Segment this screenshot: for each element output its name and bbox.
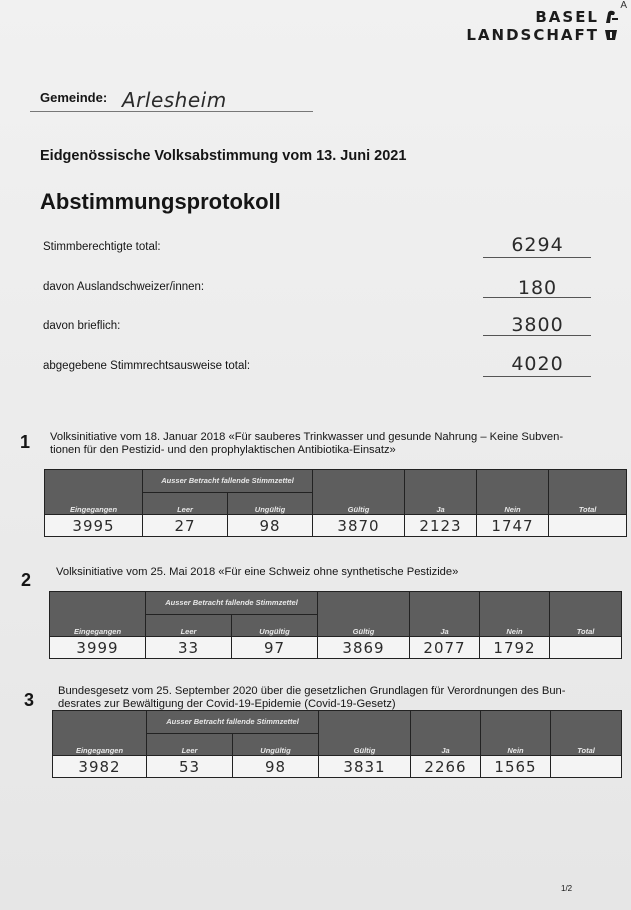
- cell-gueltig[interactable]: 3870: [313, 515, 405, 537]
- vote-heading: Eidgenössische Volksabstimmung vom 13. Juni 2021: [40, 148, 407, 164]
- cell-nein[interactable]: 1565: [481, 756, 551, 778]
- stat-label-brieflich: davon brieflich:: [43, 320, 121, 332]
- cell-leer[interactable]: 27: [143, 515, 228, 537]
- header-gueltig: Gültig: [318, 592, 410, 637]
- stat-underline: [483, 335, 591, 336]
- stat-value-auslandschweizer[interactable]: 180: [517, 277, 558, 299]
- cell-eingegangen[interactable]: 3982: [53, 756, 147, 778]
- gemeinde-label: Gemeinde:: [40, 90, 108, 105]
- cell-nein[interactable]: 1792: [480, 637, 550, 659]
- cell-leer[interactable]: 53: [147, 756, 233, 778]
- question-text-1: [50, 431, 563, 457]
- cell-gueltig[interactable]: 3869: [318, 637, 410, 659]
- cell-ungueltig[interactable]: 98: [233, 756, 319, 778]
- cell-nein[interactable]: 1747: [477, 515, 549, 537]
- header-leer: Leer: [147, 733, 233, 756]
- results-table-2: [49, 591, 622, 659]
- gemeinde-underline: [30, 111, 313, 112]
- bishop-staff-icon: [603, 28, 619, 42]
- question-text-3: [58, 685, 566, 711]
- cell-ja[interactable]: 2266: [411, 756, 481, 778]
- stat-label-stimmrechtsausweise: abgegebene Stimmrechtsausweise total:: [43, 360, 251, 372]
- header-ausser-betracht: Ausser Betracht fallende Stimmzettel: [147, 711, 319, 734]
- question-text-line: tionen für den Pestizid- und den prophylaktischen Antibiotika-Einsatz»: [50, 444, 396, 456]
- stat-label-auslandschweizer: davon Auslandschweizer/innen:: [43, 281, 205, 293]
- header-ungueltig: Ungültig: [233, 733, 319, 756]
- question-text-line: Volksinitiative vom 25. Mai 2018 «Für eine Schweiz ohne synthetische Pestizide»: [56, 566, 459, 578]
- stat-underline: [483, 257, 591, 258]
- question-text-2: [56, 566, 458, 579]
- header-leer: Leer: [143, 492, 228, 515]
- question-text-line: desrates zur Bewältigung der Covid-19-Epidemie (Covid-19-Gesetz): [58, 698, 396, 710]
- results-table-1: [44, 469, 627, 537]
- cell-gueltig[interactable]: 3831: [319, 756, 411, 778]
- cell-leer[interactable]: 33: [146, 637, 232, 659]
- header-ja: Ja: [405, 470, 477, 515]
- stat-value-stimmberechtigte[interactable]: 6294: [511, 234, 564, 256]
- logo-line-1: BASEL: [535, 8, 599, 26]
- basel-landschaft-logo: [466, 8, 619, 44]
- bishop-staff-icon: [603, 10, 619, 24]
- results-table-3: [52, 710, 622, 778]
- header-gueltig: Gültig: [313, 470, 405, 515]
- header-nein: Nein: [480, 592, 550, 637]
- stat-label-stimmberechtigte: Stimmberechtigte total:: [43, 241, 161, 253]
- corner-mark: A: [620, 0, 627, 11]
- header-total: Total: [549, 470, 627, 515]
- cell-eingegangen[interactable]: 3995: [45, 515, 143, 537]
- page-title: Abstimmungsprotokoll: [40, 189, 281, 214]
- cell-total[interactable]: [551, 756, 622, 778]
- cell-total[interactable]: [549, 515, 627, 537]
- header-eingegangen: Eingegangen: [50, 592, 146, 637]
- header-total: Total: [550, 592, 622, 637]
- header-ungueltig: Ungültig: [232, 614, 318, 637]
- logo-line-2: LANDSCHAFT: [466, 26, 599, 44]
- question-text-line: Bundesgesetz vom 25. September 2020 über die gesetzlichen Grundlagen für Verordnungen des Bun-: [58, 685, 566, 697]
- header-ausser-betracht: Ausser Betracht fallende Stimmzettel: [146, 592, 318, 615]
- question-number-3: 3: [24, 690, 35, 710]
- header-ja: Ja: [411, 711, 481, 756]
- question-text-line: Volksinitiative vom 18. Januar 2018 «Für sauberes Trinkwasser und gesunde Nahrung – Keine Subven-: [50, 431, 564, 443]
- header-nein: Nein: [481, 711, 551, 756]
- header-ja: Ja: [410, 592, 480, 637]
- header-leer: Leer: [146, 614, 232, 637]
- cell-ja[interactable]: 2123: [405, 515, 477, 537]
- stat-value-stimmrechtsausweise[interactable]: 4020: [511, 353, 564, 375]
- cell-total[interactable]: [550, 637, 622, 659]
- header-nein: Nein: [477, 470, 549, 515]
- header-ausser-betracht: Ausser Betracht fallende Stimmzettel: [143, 470, 313, 493]
- question-number-2: 2: [21, 570, 32, 590]
- stat-underline: [483, 297, 591, 298]
- header-eingegangen: Eingegangen: [45, 470, 143, 515]
- header-ungueltig: Ungültig: [228, 492, 313, 515]
- header-total: Total: [551, 711, 622, 756]
- question-number-1: 1: [20, 432, 31, 452]
- gemeinde-value[interactable]: Arlesheim: [122, 88, 227, 112]
- stat-value-brieflich[interactable]: 3800: [511, 314, 564, 336]
- page-number: 1/2: [561, 884, 573, 893]
- cell-eingegangen[interactable]: 3999: [50, 637, 146, 659]
- stat-underline: [483, 376, 591, 377]
- cell-ja[interactable]: 2077: [410, 637, 480, 659]
- cell-ungueltig[interactable]: 98: [228, 515, 313, 537]
- header-eingegangen: Eingegangen: [53, 711, 147, 756]
- cell-ungueltig[interactable]: 97: [232, 637, 318, 659]
- header-gueltig: Gültig: [319, 711, 411, 756]
